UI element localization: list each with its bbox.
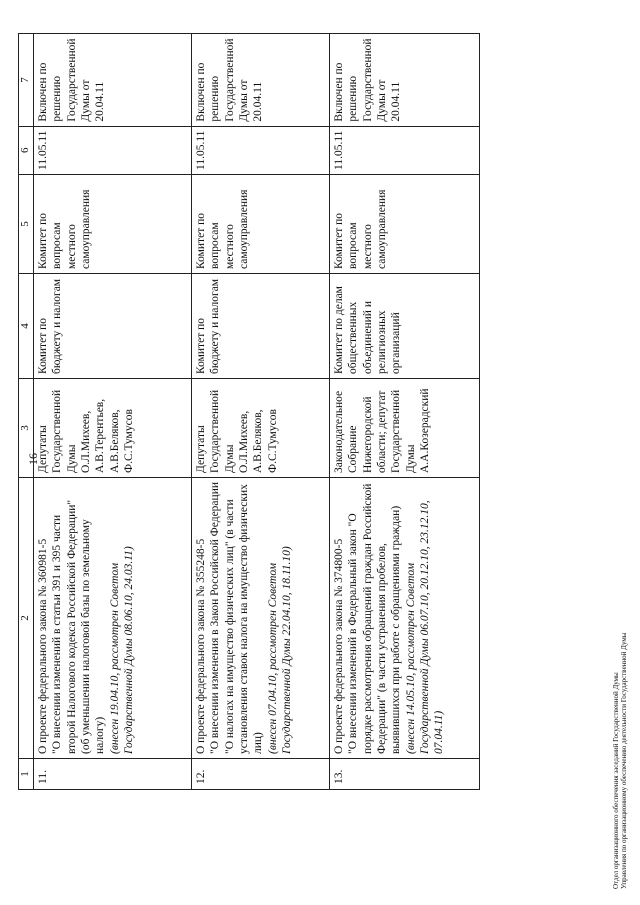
table-row xyxy=(329,34,479,790)
initiator-cell: Депутаты Государственной Думы О.Л.Михеев, А.В.Терентьев, А.В.Беляков, Ф.С.Тумусов xyxy=(33,379,191,478)
footer xyxy=(612,633,628,889)
row-number: 11. xyxy=(33,759,191,790)
bill-description: "О внесении изменений в статьи 391 и 395 части второй Налогового кодекса Российской Федерации" (об уменьшении налоговой базы по земельному налогу) xyxy=(51,499,107,754)
bill-note: (внесен 19.04.10, рассмотрен Советом Государственной Думы 08.06.10, 24.03.11) xyxy=(108,546,135,754)
initiator-cell: Законодательное Собрание Нижегородской области; депутат Государственной Думы А.А.Козерадский xyxy=(329,379,479,478)
status-cell: Включен по решению Государственной Думы от 20.04.11 xyxy=(329,34,479,126)
status-cell: Включен по решению Государственной Думы от 20.04.11 xyxy=(191,34,329,126)
row-number: 13. xyxy=(329,759,479,790)
coexec-committee-cell: Комитет по вопросам местного самоуправления xyxy=(33,175,191,274)
header-col-5: 5 xyxy=(19,175,34,274)
page-number: 16 xyxy=(26,453,40,465)
bill-title: О проекте федерального закона № 360981-5 xyxy=(36,538,49,754)
date-cell: 11.05.11 xyxy=(191,126,329,174)
header-col-1: 1 xyxy=(19,759,34,790)
header-col-6: 6 xyxy=(19,126,34,174)
status-cell: Включен по решению Государственной Думы от 20.04.11 xyxy=(33,34,191,126)
footer-line-1: Отдел организационного обеспечения заседаний Государственной Думы xyxy=(612,672,620,889)
bill-cell xyxy=(33,478,191,759)
header-col-2: 2 xyxy=(19,478,34,759)
row-number: 12. xyxy=(191,759,329,790)
bill-cell xyxy=(191,478,329,759)
header-col-7: 7 xyxy=(19,34,34,126)
bill-description: "О внесении изменения в Закон Российской Федерации "О налогах на имущество физических лиц" (в части установления ставок налога на имущество физических лиц) xyxy=(209,482,265,754)
coexec-committee-cell: Комитет по вопросам местного самоуправления xyxy=(329,175,479,274)
header-col-4: 4 xyxy=(19,274,34,379)
lead-committee-cell: Комитет по делам общественных объединений и религиозных организаций xyxy=(329,274,479,379)
initiator-cell: Депутаты Государственной Думы О.Л.Михеев, А.В.Беляков, Ф.С.Тумусов xyxy=(191,379,329,478)
date-cell: 11.05.11 xyxy=(33,126,191,174)
bill-title: О проекте федерального закона № 355248-5 xyxy=(194,538,207,754)
bill-description: "О внесении изменений в Федеральный закон "О порядке рассмотрения обращений граждан Российской Федерации" (в части устранения пробелов, выявившихся при работе с обращениями граждан) xyxy=(347,483,403,754)
table-row xyxy=(191,34,329,790)
bill-title: О проекте федерального закона № 374800-5 xyxy=(332,538,345,754)
bill-note: (внесен 14.05.10, рассмотрен Советом Государственной Думы 06.07.10, 20.12.10, 23.12.10, 07.04.11) xyxy=(404,500,446,754)
lead-committee-cell: Комитет по бюджету и налогам xyxy=(33,274,191,379)
header-col-3: 3 xyxy=(19,379,34,478)
bill-note: (внесен 07.04.10, рассмотрен Советом Государственной Думы 22.04.10, 18.11.10) xyxy=(266,546,293,754)
date-cell: 11.05.11 xyxy=(329,126,479,174)
lead-committee-cell: Комитет по бюджету и налогам xyxy=(191,274,329,379)
bills-table xyxy=(18,33,480,790)
coexec-committee-cell: Комитет по вопросам местного самоуправления xyxy=(191,175,329,274)
bill-cell xyxy=(329,478,479,759)
table-row xyxy=(33,34,191,790)
header-row xyxy=(19,34,34,790)
footer-line-2: Управления по организационному обеспечению деятельности Государственной Думы xyxy=(620,632,629,889)
